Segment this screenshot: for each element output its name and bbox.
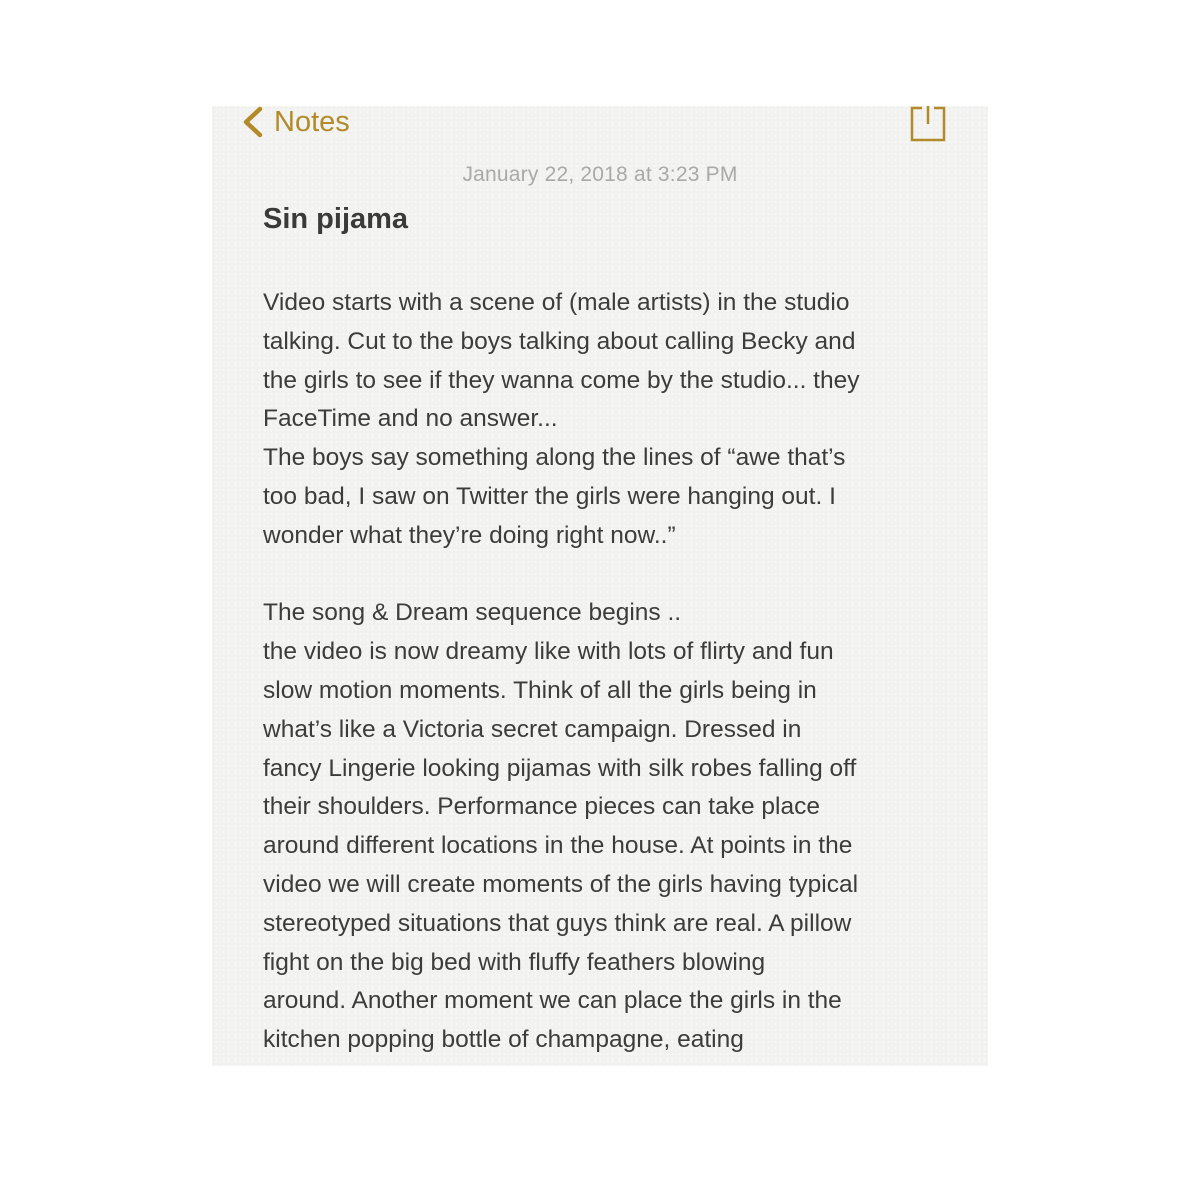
note-date: January 22, 2018 at 3:23 PM [462, 163, 738, 186]
note-line: Video starts with a scene of (male artists) in the studio [263, 289, 850, 316]
back-button-label: Notes [274, 106, 350, 138]
share-button[interactable] [910, 106, 946, 142]
note-blank-line [263, 556, 953, 595]
note-body[interactable] [263, 284, 953, 1060]
notes-screen [212, 106, 988, 1066]
note-line: FaceTime and no answer... [263, 405, 558, 433]
note-line: the girls to see if they wanna come by the studio... they [263, 366, 860, 394]
note-line: fancy Lingerie looking pijamas with silk robes falling off [263, 754, 857, 782]
note-line: stereotyped situations that guys think are real. A pillow [263, 909, 852, 937]
note-line: talking. Cut to the boys talking about calling Becky and [263, 327, 856, 355]
note-title: Sin pijama [263, 203, 409, 235]
note-line: The boys say something along the lines of “awe that’s [263, 444, 846, 472]
note-line: around. Another moment we can place the girls in the [263, 987, 842, 1015]
note-line: too bad, I saw on Twitter the girls were hanging out. I [263, 482, 836, 510]
note-line: The song & Dream sequence begins .. [263, 599, 682, 627]
back-button[interactable] [240, 106, 350, 138]
note-line: around different locations in the house. At points in the [263, 832, 853, 860]
note-line: slow motion moments. Think of all the girls being in [263, 676, 817, 704]
note-line: wonder what they’re doing right now..” [263, 521, 676, 549]
note-line: their shoulders. Performance pieces can take place [263, 793, 820, 821]
chevron-left-icon [240, 106, 266, 138]
note-line: video we will create moments of the girls having typical [263, 870, 859, 898]
note-line: kitchen popping bottle of champagne, eating [263, 1026, 744, 1054]
note-line: the video is now dreamy like with lots of flirty and fun [263, 638, 834, 666]
note-line: fight on the big bed with fluffy feathers blowing [263, 948, 766, 976]
share-icon [910, 106, 946, 142]
note-line: what’s like a Victoria secret campaign. Dressed in [263, 715, 802, 743]
